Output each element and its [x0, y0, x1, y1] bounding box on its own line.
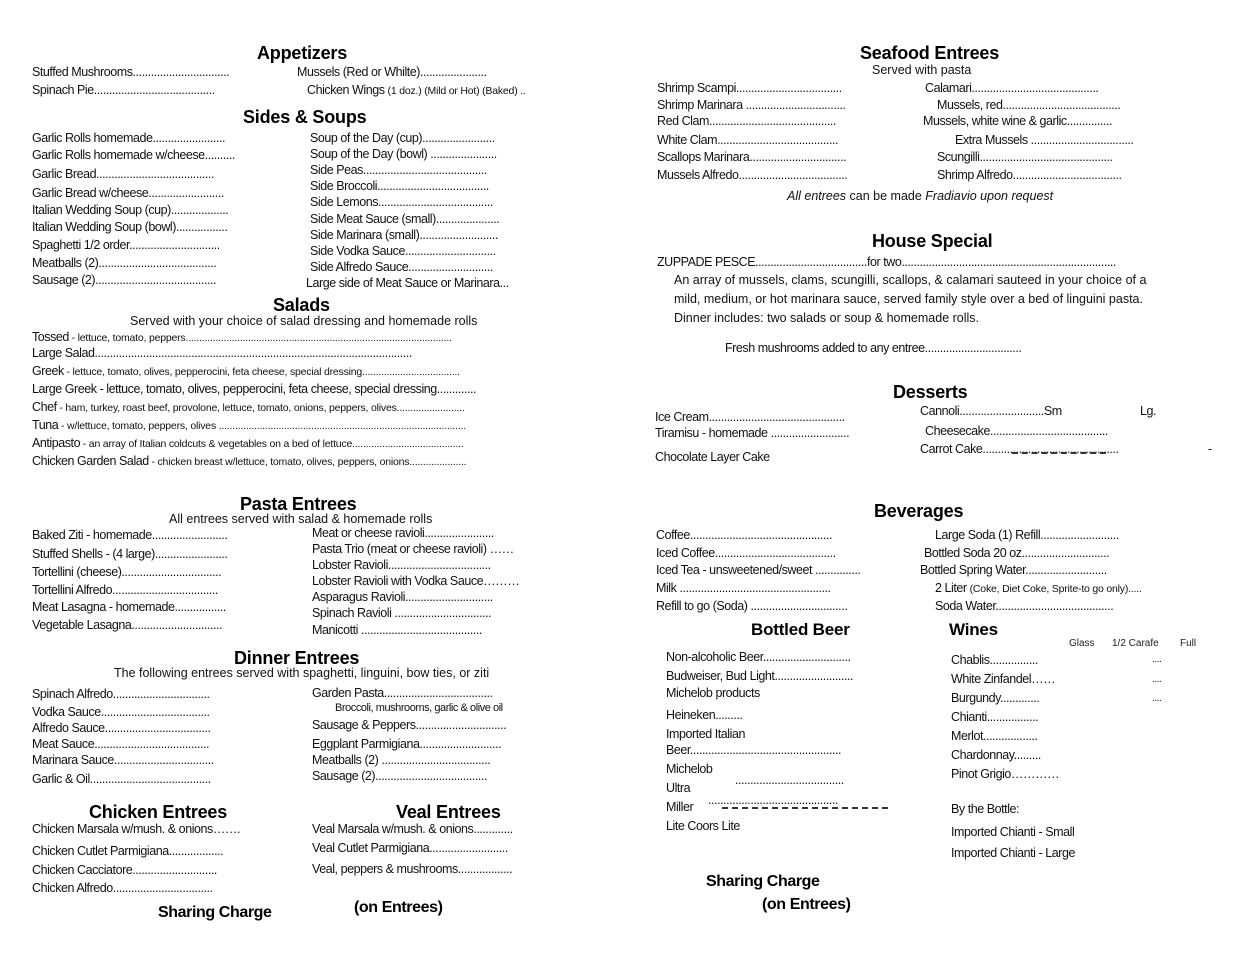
- price-dots: ....: [1152, 654, 1162, 665]
- menu-item: Ice Cream.............................................: [655, 410, 845, 424]
- salad-item: [32, 400, 465, 414]
- wine-item: White Zinfandel……: [951, 672, 1056, 686]
- menu-item: Tortellini (cheese).................................: [32, 565, 222, 579]
- menu-item: Tiramisu - homemade ..........................: [655, 426, 850, 440]
- salad-name: Large Salad: [32, 346, 95, 360]
- menu-item: Calamari..........................................: [925, 81, 1099, 95]
- menu-item: Side Marinara (small)..........................: [310, 228, 498, 242]
- menu-item: White Clam........................................: [657, 133, 839, 147]
- desserts-heading: Desserts: [893, 382, 968, 402]
- menu-item: ZUPPADE PESCE.....................................for two.......................................................................: [657, 255, 1116, 269]
- salads-subtitle: Served with your choice of salad dressing and homemade rolls: [130, 314, 478, 328]
- note-part: can be made: [846, 189, 926, 203]
- sharing-charge: Sharing Charge: [706, 873, 820, 890]
- wine-item: Burgundy.............: [951, 691, 1040, 705]
- menu-item: Side Alfredo Sauce............................: [310, 260, 493, 274]
- salad-desc: - lettuce, tomato, olives, pepperocini, feta cheese, special dressing....................................: [63, 366, 460, 378]
- menu-item: Heineken.........: [666, 708, 743, 722]
- wine-col-glass: Glass: [1069, 638, 1095, 649]
- menu-item: Michelob products: [666, 686, 760, 700]
- menu-item: Alfredo Sauce...................................: [32, 721, 211, 735]
- menu-item: Veal Marsala w/mush. & onions.............: [312, 822, 513, 836]
- menu-item: Bottled Soda 20 oz.............................: [924, 546, 1110, 560]
- menu-item: Side Meat Sauce (small).....................: [310, 212, 500, 226]
- menu-item: Chicken Alfredo.................................: [32, 881, 213, 895]
- menu-item: Sausage & Peppers..............................: [312, 718, 507, 732]
- menu-item: Spaghetti 1/2 order..............................: [32, 238, 220, 252]
- wine-item: Pinot Grigio…………: [951, 767, 1060, 781]
- menu-item: Fresh mushrooms added to any entree................................: [725, 341, 1022, 355]
- menu-item: Side Lemons......................................: [310, 195, 493, 209]
- salad-desc: - lettuce, tomato, peppers..................................................................................................: [68, 332, 452, 344]
- menu-item: Manicotti ........................................: [312, 623, 482, 637]
- salad-name: Large Greek: [32, 382, 97, 396]
- menu-item: Ultra: [666, 781, 691, 795]
- menu-item: Miller: [666, 800, 694, 814]
- veal-heading: Veal Entrees: [396, 802, 501, 822]
- wine-item: Imported Chianti - Large: [951, 846, 1075, 860]
- item-name: Chicken Wings: [307, 83, 385, 97]
- salad-item: [32, 418, 466, 432]
- price-dots: ....: [1152, 693, 1162, 704]
- salad-item: [32, 364, 460, 378]
- menu-item: Chicken Cacciatore............................: [32, 863, 217, 877]
- salad-item: [32, 454, 466, 468]
- menu-item: Mussels, white wine & garlic...............: [923, 114, 1113, 128]
- menu-item: Milk ..................................................: [656, 581, 831, 595]
- item-note: (1 doz.) (Mild or Hot) (Baked) ..: [387, 85, 526, 97]
- menu-item: Sausage (2).....................................: [312, 769, 487, 783]
- menu-item: Italian Wedding Soup (cup)...................: [32, 203, 229, 217]
- beverages-heading: Beverages: [874, 501, 964, 521]
- menu-item-note: Broccoli, mushrooms, garlic & olive oil: [335, 702, 503, 714]
- sharing-charge: Sharing Charge: [158, 904, 272, 921]
- price-dots: ....: [1152, 674, 1162, 685]
- menu-item: Chicken Cutlet Parmigiana..................: [32, 844, 224, 858]
- menu-item: Iced Tea - unsweetened/sweet ...............: [656, 563, 861, 577]
- salad-desc: - an array of Italian coldcuts & vegetables on a bed of lettuce.........................................: [80, 438, 464, 450]
- special-desc: Dinner includes: two salads or soup & homemade rolls.: [674, 311, 980, 325]
- menu-item: Imported Italian: [666, 727, 745, 741]
- menu-item: Italian Wedding Soup (bowl).................: [32, 220, 228, 234]
- note-part: All entrees: [787, 189, 847, 203]
- menu-item: Red Clam..........................................: [657, 114, 836, 128]
- leader-dots: ...........................................: [708, 793, 838, 807]
- menu-item: Mussels (Red or Whilte)......................: [297, 65, 487, 79]
- salad-desc: - ham, turkey, roast beef, provolone, lettuce, tomato, onions, peppers, olives.........................: [56, 402, 465, 414]
- salad-desc: .........................................................................................................: [94, 346, 412, 360]
- menu-item: Budweiser, Bud Light..........................: [666, 669, 854, 683]
- menu-item: Cheesecake.......................................: [925, 424, 1108, 438]
- salad-item: [32, 436, 464, 450]
- seafood-subtitle: Served with pasta: [872, 63, 972, 77]
- size-label: Lg.: [1140, 404, 1157, 418]
- sharing-charge-suffix: (on Entrees): [762, 896, 851, 913]
- menu-item: Marinara Sauce.................................: [32, 753, 214, 767]
- salad-item: [32, 346, 412, 360]
- menu-item: Shrimp Marinara .................................: [657, 98, 846, 112]
- menu-item: Mussels, red.......................................: [937, 98, 1121, 112]
- wine-item: Chianti.................: [951, 710, 1039, 724]
- menu-item: Iced Coffee........................................: [656, 546, 836, 560]
- menu-item: Eggplant Parmigiana...........................: [312, 737, 502, 751]
- pasta-heading: Pasta Entrees: [240, 494, 357, 514]
- dinner-subtitle: The following entrees served with spaghetti, linguini, bow ties, or ziti: [114, 666, 490, 680]
- seafood-note: [787, 189, 1053, 203]
- menu-item: Garden Pasta....................................: [312, 686, 493, 700]
- menu-item: Chocolate Layer Cake: [655, 450, 770, 464]
- salad-name: Tuna: [32, 418, 59, 432]
- salad-name: Chef: [32, 400, 57, 414]
- menu-item: Scungilli............................................: [937, 150, 1113, 164]
- chicken-heading: Chicken Entrees: [89, 802, 228, 822]
- pasta-subtitle: All entrees served with salad & homemade rolls: [169, 512, 433, 526]
- wine-item: Chablis................: [951, 653, 1038, 667]
- menu-item: Meat Sauce......................................: [32, 737, 210, 751]
- wine-col-full: Full: [1180, 638, 1197, 649]
- menu-item: Garlic Bread.......................................: [32, 167, 214, 181]
- dashed-line: [1012, 452, 1106, 454]
- salad-desc: - w/lettuce, tomato, peppers, olives ...........................................................................................: [58, 420, 466, 432]
- wine-item: Imported Chianti - Small: [951, 825, 1075, 839]
- menu-item: Pasta Trio (meat or cheese ravioli) ……: [312, 542, 514, 556]
- menu-item: Large Soda (1) Refill..........................: [935, 528, 1119, 542]
- menu-item: Large side of Meat Sauce or Marinara...: [306, 276, 509, 290]
- salad-desc: - lettuce, tomato, olives, pepperocini, feta cheese, special dressing.............: [96, 382, 477, 396]
- wine-item: Merlot..................: [951, 729, 1038, 743]
- salad-name: Antipasto: [32, 436, 81, 450]
- beer-heading: Bottled Beer: [751, 620, 850, 639]
- menu-item: [935, 581, 1142, 595]
- salad-item: [32, 330, 452, 344]
- menu-item: Side Vodka Sauce..............................: [310, 244, 496, 258]
- item-name: 2 Liter: [935, 581, 967, 595]
- dinner-heading: Dinner Entrees: [234, 648, 360, 668]
- menu-item: Meatballs (2) ....................................: [312, 753, 491, 767]
- menu-item: Veal Cutlet Parmigiana..........................: [312, 841, 508, 855]
- menu-item: Spinach Alfredo................................: [32, 687, 210, 701]
- menu-item: Lobster Ravioli..................................: [312, 558, 491, 572]
- menu-item: Veal, peppers & mushrooms..................: [312, 862, 513, 876]
- menu-item: Meat Lasagna - homemade.................: [32, 600, 226, 614]
- sharing-charge-suffix: (on Entrees): [354, 899, 443, 916]
- salad-desc: - chicken breast w/lettuce, tomato, olives, peppers, onions.....................: [148, 456, 467, 468]
- menu-item: Vegetable Lasagna..............................: [32, 618, 223, 632]
- salad-name: Chicken Garden Salad: [32, 454, 149, 468]
- menu-item: Scallops Marinara................................: [657, 150, 847, 164]
- menu-item: Soup of the Day (bowl) ......................: [310, 147, 497, 161]
- menu-item: Carrot Cake.............................................: [920, 442, 1119, 456]
- menu-item: Michelob: [666, 762, 713, 776]
- menu-item: Bottled Spring Water...........................: [920, 563, 1107, 577]
- menu-item: Beer..................................................: [666, 743, 842, 757]
- menu-item: Asparagus Ravioli.............................: [312, 590, 493, 604]
- seafood-heading: Seafood Entrees: [860, 43, 1000, 63]
- dashed-line: [722, 807, 888, 809]
- salad-name: Greek: [32, 364, 64, 378]
- menu-item: Meat or cheese ravioli.......................: [312, 526, 494, 540]
- special-desc: An array of mussels, clams, scungilli, scallops, & calamari sauteed in your choice of a: [674, 273, 1147, 287]
- wine-col-carafe: 1/2 Carafe: [1112, 638, 1159, 649]
- menu-item: Cannoli............................Sm: [920, 404, 1062, 418]
- appetizers-heading: Appetizers: [257, 43, 348, 63]
- item-note: (Coke, Diet Coke, Sprite-to go only).....: [969, 583, 1142, 595]
- menu-item: Coffee...............................................: [656, 528, 832, 542]
- sides-soups-heading: Sides & Soups: [243, 107, 367, 127]
- menu-item: Non-alcoholic Beer.............................: [666, 650, 851, 664]
- leader-dots: ....................................: [735, 773, 844, 787]
- menu-item: Vodka Sauce....................................: [32, 705, 210, 719]
- menu-item: Lite Coors Lite: [666, 819, 740, 833]
- menu-item: Spinach Ravioli ................................: [312, 606, 492, 620]
- menu-item: Lobster Ravioli with Vodka Sauce………: [312, 574, 520, 588]
- menu-item: Shrimp Alfredo....................................: [937, 168, 1122, 182]
- special-desc: mild, medium, or hot marinara sauce, served family style over a bed of linguini pasta.: [674, 292, 1143, 306]
- house-special-heading: House Special: [872, 231, 993, 251]
- dash-mark: -: [1208, 442, 1212, 456]
- menu-item: Chicken Marsala w/mush. & onions…….: [32, 822, 240, 836]
- menu-item: Refill to go (Soda) ................................: [656, 599, 848, 613]
- menu-item: Side Peas.........................................: [310, 163, 487, 177]
- menu-item: Garlic Rolls homemade........................: [32, 131, 226, 145]
- salads-heading: Salads: [273, 295, 330, 315]
- menu-item: Side Broccoli.....................................: [310, 179, 489, 193]
- menu-item: Mussels Alfredo....................................: [657, 168, 848, 182]
- menu-item: Sausage (2)........................................: [32, 273, 217, 287]
- salad-item: [32, 382, 476, 396]
- menu-item: Stuffed Shells - (4 large)........................: [32, 547, 228, 561]
- menu-item: [307, 83, 526, 97]
- salad-name: Tossed: [32, 330, 69, 344]
- note-part: Fradiavio upon request: [925, 189, 1054, 203]
- menu-item: Garlic Bread w/cheese.........................: [32, 186, 224, 200]
- menu-item: Garlic & Oil........................................: [32, 772, 211, 786]
- menu-item: Shrimp Scampi...................................: [657, 81, 842, 95]
- menu-item: Baked Ziti - homemade.........................: [32, 528, 228, 542]
- menu-item: Tortellini Alfredo...................................: [32, 583, 218, 597]
- menu-item: Stuffed Mushrooms................................: [32, 65, 230, 79]
- wines-heading: Wines: [949, 620, 998, 639]
- by-the-bottle-label: By the Bottle:: [951, 802, 1020, 816]
- menu-item: Soda Water.......................................: [935, 599, 1114, 613]
- menu-item: Soup of the Day (cup)........................: [310, 131, 495, 145]
- menu-item: Extra Mussels ..................................: [955, 133, 1134, 147]
- menu-item: Spinach Pie........................................: [32, 83, 215, 97]
- menu-item: Garlic Rolls homemade w/cheese..........: [32, 148, 235, 162]
- menu-item: Meatballs (2).......................................: [32, 256, 217, 270]
- wine-item: Chardonnay.........: [951, 748, 1041, 762]
